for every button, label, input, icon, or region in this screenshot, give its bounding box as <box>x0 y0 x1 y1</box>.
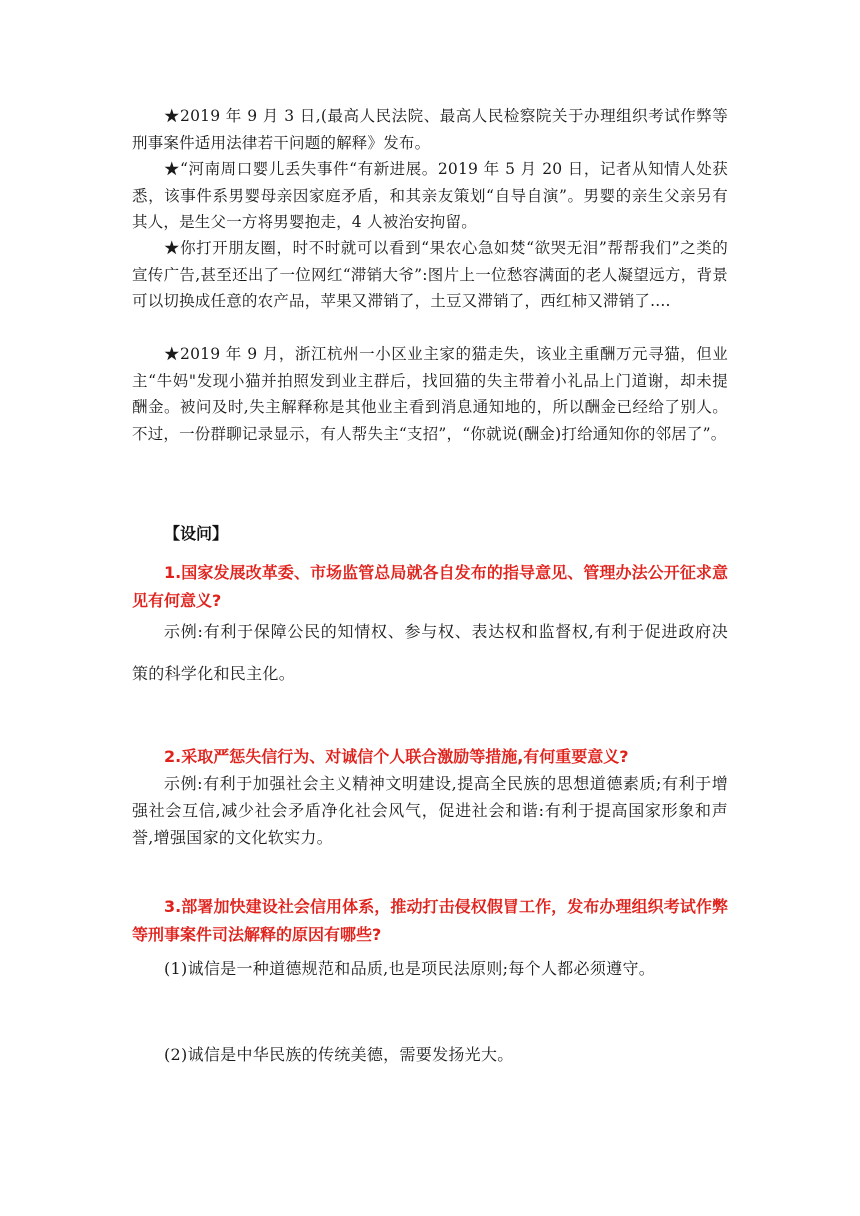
question-3: 3.部署加快建设社会信用体系，推动打击侵权假冒工作，发布办理组织考试作弊等刑事案件司法解释的原因有哪些? <box>132 897 728 944</box>
news-item-1: ★2019 年 9 月 3 日,(最高人民法院、最高人民检察院关于办理组织考试作弊等刑事案件适用法律若干问题的解释》发布。 <box>132 107 728 152</box>
answer-3-2: (2)诚信是中华民族的传统美德，需要发扬光大。 <box>164 1045 514 1064</box>
news-item-3: ★你打开朋友圈，时不时就可以看到“果农心急如焚“欲哭无泪”帮帮我们”之类的宣传广告,甚至还出了一位网红“滞销大爷”:图片上一位愁容满面的老人凝望远方，背景可以切换成任意的农产品，苹果又滞销了，土豆又滞销了，西红柿又滞销了.... <box>132 239 728 310</box>
answer-1: 示例:有利于保障公民的知情权、参与权、表达权和监督权,有利于促进政府决策的科学化和民主化。 <box>132 622 728 683</box>
question-1: 1.国家发展改革委、市场监管总局就各自发布的指导意见、管理办法公开征求意见有何意义? <box>132 563 728 610</box>
answer-3-1: (1)诚信是一种道德规范和品质,也是项民法原则;每个人都必须遵守。 <box>164 959 656 978</box>
answer-2: 示例:有利于加强社会主义精神文明建设,提高全民族的思想道德素质;有利于增强社会互信,减少社会矛盾净化社会风气，促进社会和谐:有利于提高国家形象和声誉,增强国家的文化软实力。 <box>132 774 728 847</box>
question-2: 2.采取严惩失信行为、对诚信个人联合激励等措施,有何重要意义? <box>164 747 629 766</box>
news-item-2: ★“河南周口婴儿丢失事件“有新进展。2019 年 5 月 20 日，记者从知情人处获悉，该事件系男婴母亲因家庭矛盾，和其亲友策划“自导自演”。男婴的亲生父亲另有其人，是生父一方将男婴抱走，4 人被治安拘留。 <box>132 160 728 231</box>
section-label: 【设问】 <box>164 524 229 543</box>
news-item-4: ★2019 年 9 月，浙江杭州一小区业主家的猫走失，该业主重酬万元寻猫，但业主“牛妈"发现小猫并拍照发到业主群后，找回猫的失主带着小礼品上门道谢，却未提酬金。被问及时,失主解释称是其他业主看到消息通知地的，所以酬金已经给了别人。不过，一份群聊记录显示，有人帮失主“支招”，“你就说(酬金)打给通知你的邻居了”。 <box>132 345 728 443</box>
